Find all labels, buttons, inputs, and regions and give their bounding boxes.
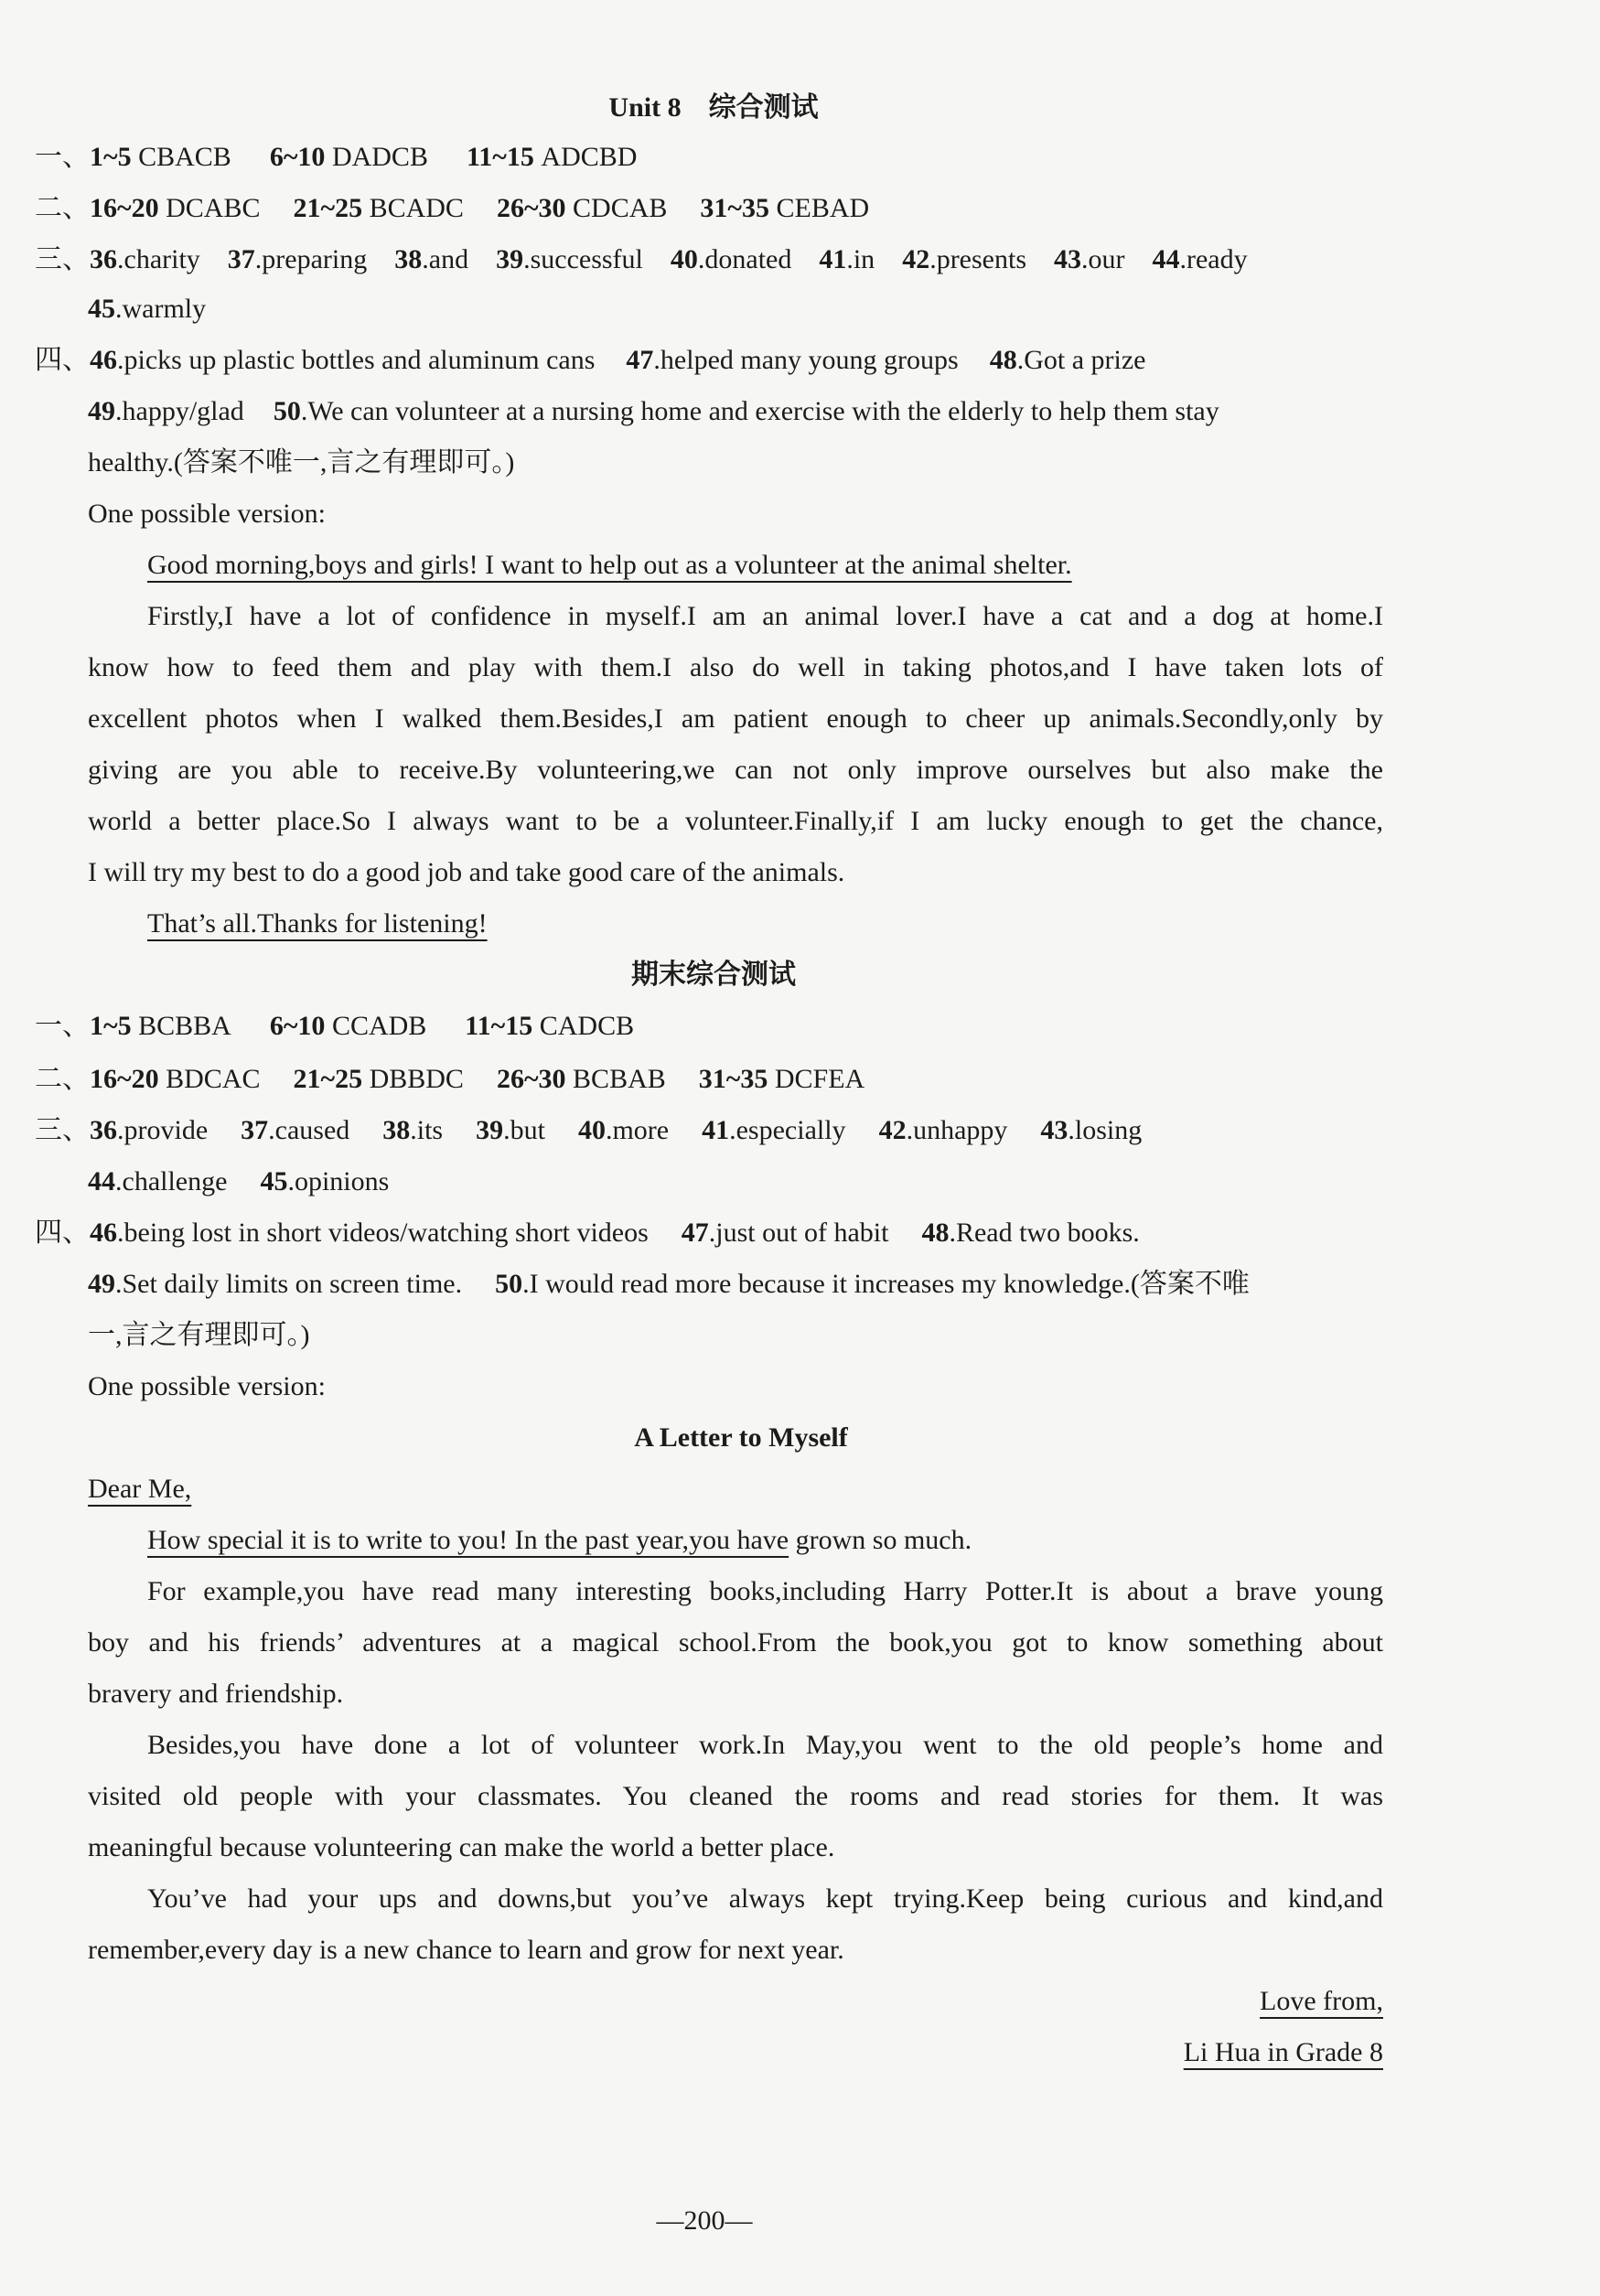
q-answer: .opinions xyxy=(287,1166,390,1196)
page-number: —200— xyxy=(656,2205,753,2236)
q-answer-continued: healthy.(答案不唯一,言之有理即可。) xyxy=(88,447,515,477)
q-num: 45 xyxy=(88,294,115,324)
q-range: 6~10 xyxy=(269,1011,326,1041)
answers: CBACB xyxy=(138,142,231,172)
answers: CADCB xyxy=(539,1011,635,1041)
q-num: 46 xyxy=(90,1218,117,1248)
final-version-label: One possible version: xyxy=(88,1371,326,1401)
q-num: 44 xyxy=(1152,244,1180,274)
q-answer: .and xyxy=(422,244,469,274)
q-num: 41 xyxy=(819,244,847,274)
letter-line: For example,you have read many interesting books,including Harry Potter.It is about a brave young xyxy=(147,1576,1383,1606)
q-num: 44 xyxy=(88,1166,115,1196)
q-answer: .donated xyxy=(697,244,792,274)
q-range: 1~5 xyxy=(90,1011,132,1041)
section-prefix: 三、 xyxy=(35,244,90,274)
section-prefix: 一、 xyxy=(35,1011,90,1041)
q-answer: .being lost in short videos/watching short videos xyxy=(117,1218,649,1248)
answers: DCABC xyxy=(166,193,261,223)
q-answer: .unhappy xyxy=(906,1115,1008,1145)
essay-line: excellent photos when I walked them.Besides,I am patient enough to cheer up animals.Secondly,only by xyxy=(88,703,1383,734)
letter-title: A Letter to Myself xyxy=(634,1422,848,1453)
q-num: 39 xyxy=(476,1115,504,1145)
q-num: 50 xyxy=(273,396,301,426)
q-range: 31~35 xyxy=(698,1064,768,1094)
q-num: 36 xyxy=(90,1115,117,1145)
q-answer: .We can volunteer at a nursing home and exercise with the elderly to help them stay xyxy=(300,396,1219,426)
q-answer: .successful xyxy=(523,244,643,274)
letter-opening-rest: grown so much. xyxy=(789,1525,972,1555)
unit8-title-cn: 综合测试 xyxy=(708,92,819,123)
q-num: 43 xyxy=(1054,244,1081,274)
unit8-title xyxy=(0,90,1427,126)
unit8-section-4-line-2 xyxy=(88,393,1219,430)
essay-line: know how to feed them and play with them.I also do well in taking photos,and I have taken lots of xyxy=(88,652,1383,682)
section-prefix: 二、 xyxy=(35,193,90,223)
q-answer: .happy/glad xyxy=(115,396,244,426)
q-answer: .but xyxy=(503,1115,545,1145)
section-prefix: 一、 xyxy=(35,142,90,172)
q-range: 21~25 xyxy=(293,1064,363,1094)
q-answer: .ready xyxy=(1179,244,1248,274)
final-section-4-line-1 xyxy=(35,1215,1140,1251)
final-section-4-line-2 xyxy=(88,1266,1250,1303)
q-answer: .helped many young groups xyxy=(653,345,959,375)
q-answer: .just out of habit xyxy=(708,1218,889,1248)
answers: CCADB xyxy=(331,1011,427,1041)
final-section-3-line-1 xyxy=(35,1112,1142,1149)
q-range: 1~5 xyxy=(90,142,132,172)
essay-closing-text: That’s all.Thanks for listening! xyxy=(147,908,488,939)
q-answer: .charity xyxy=(117,244,200,274)
letter-signature xyxy=(1006,2034,1383,2071)
q-num: 47 xyxy=(681,1218,709,1248)
final-section-3-line-2 xyxy=(88,1164,389,1200)
q-answer: .Set daily limits on screen time. xyxy=(115,1269,463,1299)
q-answer: .warmly xyxy=(115,294,207,324)
q-answer: .Read two books. xyxy=(949,1218,1140,1248)
unit8-essay-closing xyxy=(147,906,488,942)
letter-opening xyxy=(147,1522,972,1559)
answers: BCADC xyxy=(369,193,464,223)
letter-line: boy and his friends’ adventures at a magical school.From the book,you got to know something about xyxy=(88,1627,1383,1658)
final-section-1 xyxy=(35,1008,634,1045)
section-prefix: 四、 xyxy=(35,1218,90,1248)
unit8-section-4-line-1 xyxy=(35,342,1145,379)
essay-line: giving are you able to receive.By volunteering,we can not only improve ourselves but also make the xyxy=(88,755,1383,785)
q-num: 43 xyxy=(1040,1115,1068,1145)
q-num: 36 xyxy=(90,244,117,274)
q-num: 37 xyxy=(227,244,255,274)
q-num: 38 xyxy=(394,244,423,274)
q-num: 48 xyxy=(921,1218,950,1248)
answers: BDCAC xyxy=(166,1064,261,1094)
letter-line: bravery and friendship. xyxy=(88,1679,344,1709)
q-answer: .challenge xyxy=(115,1166,228,1196)
q-num: 47 xyxy=(626,345,654,375)
q-answer: .preparing xyxy=(254,244,368,274)
letter-signature-text: Li Hua in Grade 8 xyxy=(1183,2037,1383,2067)
answers: DCFEA xyxy=(774,1064,865,1094)
unit8-title-en: Unit 8 xyxy=(608,92,682,123)
q-num: 39 xyxy=(496,244,524,274)
letter-opening-underlined: How special it is to write to you! In the past year,you have xyxy=(147,1525,789,1555)
answers: BCBBA xyxy=(138,1011,231,1041)
q-num: 40 xyxy=(670,244,698,274)
q-num: 42 xyxy=(878,1115,907,1145)
essay-line: Firstly,I have a lot of confidence in myself.I am an animal lover.I have a cat and a dog at home.I xyxy=(147,601,1383,631)
q-num: 45 xyxy=(260,1166,288,1196)
q-num: 40 xyxy=(577,1115,606,1145)
q-answer: .I would read more because it increases my knowledge.(答案不唯 xyxy=(522,1269,1250,1299)
q-num: 42 xyxy=(902,244,930,274)
q-answer: .our xyxy=(1081,244,1125,274)
answers: CEBAD xyxy=(776,193,870,223)
letter-line: Besides,you have done a lot of volunteer work.In May,you went to the old people’s home and xyxy=(147,1730,1383,1760)
section-prefix: 二、 xyxy=(35,1064,90,1094)
essay-opening-text: Good morning,boys and girls! I want to help out as a volunteer at the animal shelter. xyxy=(147,550,1072,580)
q-range: 31~35 xyxy=(700,193,770,223)
letter-salutation-text: Dear Me, xyxy=(88,1474,192,1504)
answers: ADCBD xyxy=(541,142,638,172)
q-range: 16~20 xyxy=(90,1064,159,1094)
q-num: 50 xyxy=(495,1269,523,1299)
q-answer: .Got a prize xyxy=(1016,345,1146,375)
q-num: 38 xyxy=(382,1115,411,1145)
final-section-2 xyxy=(35,1061,864,1098)
answers: BCBAB xyxy=(573,1064,666,1094)
q-range: 11~15 xyxy=(465,1011,533,1041)
q-range: 26~30 xyxy=(496,1064,566,1094)
q-answer: .its xyxy=(410,1115,444,1145)
unit8-section-3-line-2 xyxy=(88,291,206,327)
q-num: 48 xyxy=(989,345,1017,375)
section-prefix: 三、 xyxy=(35,1115,90,1145)
q-answer: .provide xyxy=(117,1115,209,1145)
letter-closing xyxy=(1006,1983,1383,2020)
q-answer: .especially xyxy=(729,1115,846,1145)
letter-line: meaningful because volunteering can make the world a better place. xyxy=(88,1832,835,1862)
unit8-section-4-line-3 xyxy=(88,445,514,481)
q-num: 46 xyxy=(90,345,117,375)
answers: DBBDC xyxy=(369,1064,464,1094)
unit8-section-2 xyxy=(35,190,869,227)
unit8-version-label: One possible version: xyxy=(88,499,326,529)
q-range: 6~10 xyxy=(269,142,326,172)
q-num: 41 xyxy=(702,1115,730,1145)
q-range: 16~20 xyxy=(90,193,159,223)
section-prefix: 四、 xyxy=(35,345,90,375)
q-range: 26~30 xyxy=(496,193,566,223)
q-answer: .picks up plastic bottles and aluminum cans xyxy=(117,345,596,375)
q-answer: .more xyxy=(605,1115,670,1145)
answers: CDCAB xyxy=(573,193,668,223)
letter-line: You’ve had your ups and downs,but you’ve always kept trying.Keep being curious and kind,and xyxy=(147,1883,1383,1914)
essay-line: I will try my best to do a good job and take good care of the animals. xyxy=(88,857,845,887)
letter-line: remember,every day is a new chance to learn and grow for next year. xyxy=(88,1935,844,1965)
q-num: 37 xyxy=(241,1115,269,1145)
q-num: 49 xyxy=(88,396,115,426)
q-answer: .losing xyxy=(1068,1115,1143,1145)
answers: DADCB xyxy=(331,142,428,172)
q-num: 49 xyxy=(88,1269,115,1299)
letter-line: visited old people with your classmates. You cleaned the rooms and read stories for them. It was xyxy=(88,1781,1383,1811)
essay-line: world a better place.So I always want to be a volunteer.Finally,if I am lucky enough to get the chance, xyxy=(88,806,1383,836)
q-range: 11~15 xyxy=(466,142,534,172)
unit8-essay-opening xyxy=(147,547,1072,584)
letter-salutation xyxy=(88,1471,191,1507)
letter-closing-text: Love from, xyxy=(1260,1986,1383,2016)
q-answer: .caused xyxy=(268,1115,350,1145)
q-answer: .in xyxy=(846,244,875,274)
final-section-4-line-3: 一,言之有理即可。) xyxy=(88,1320,310,1350)
unit8-section-1 xyxy=(35,139,637,176)
final-test-title: 期末综合测试 xyxy=(631,960,796,990)
q-range: 21~25 xyxy=(293,193,363,223)
q-answer: .presents xyxy=(929,244,1026,274)
unit8-section-3-line-1 xyxy=(35,241,1248,278)
